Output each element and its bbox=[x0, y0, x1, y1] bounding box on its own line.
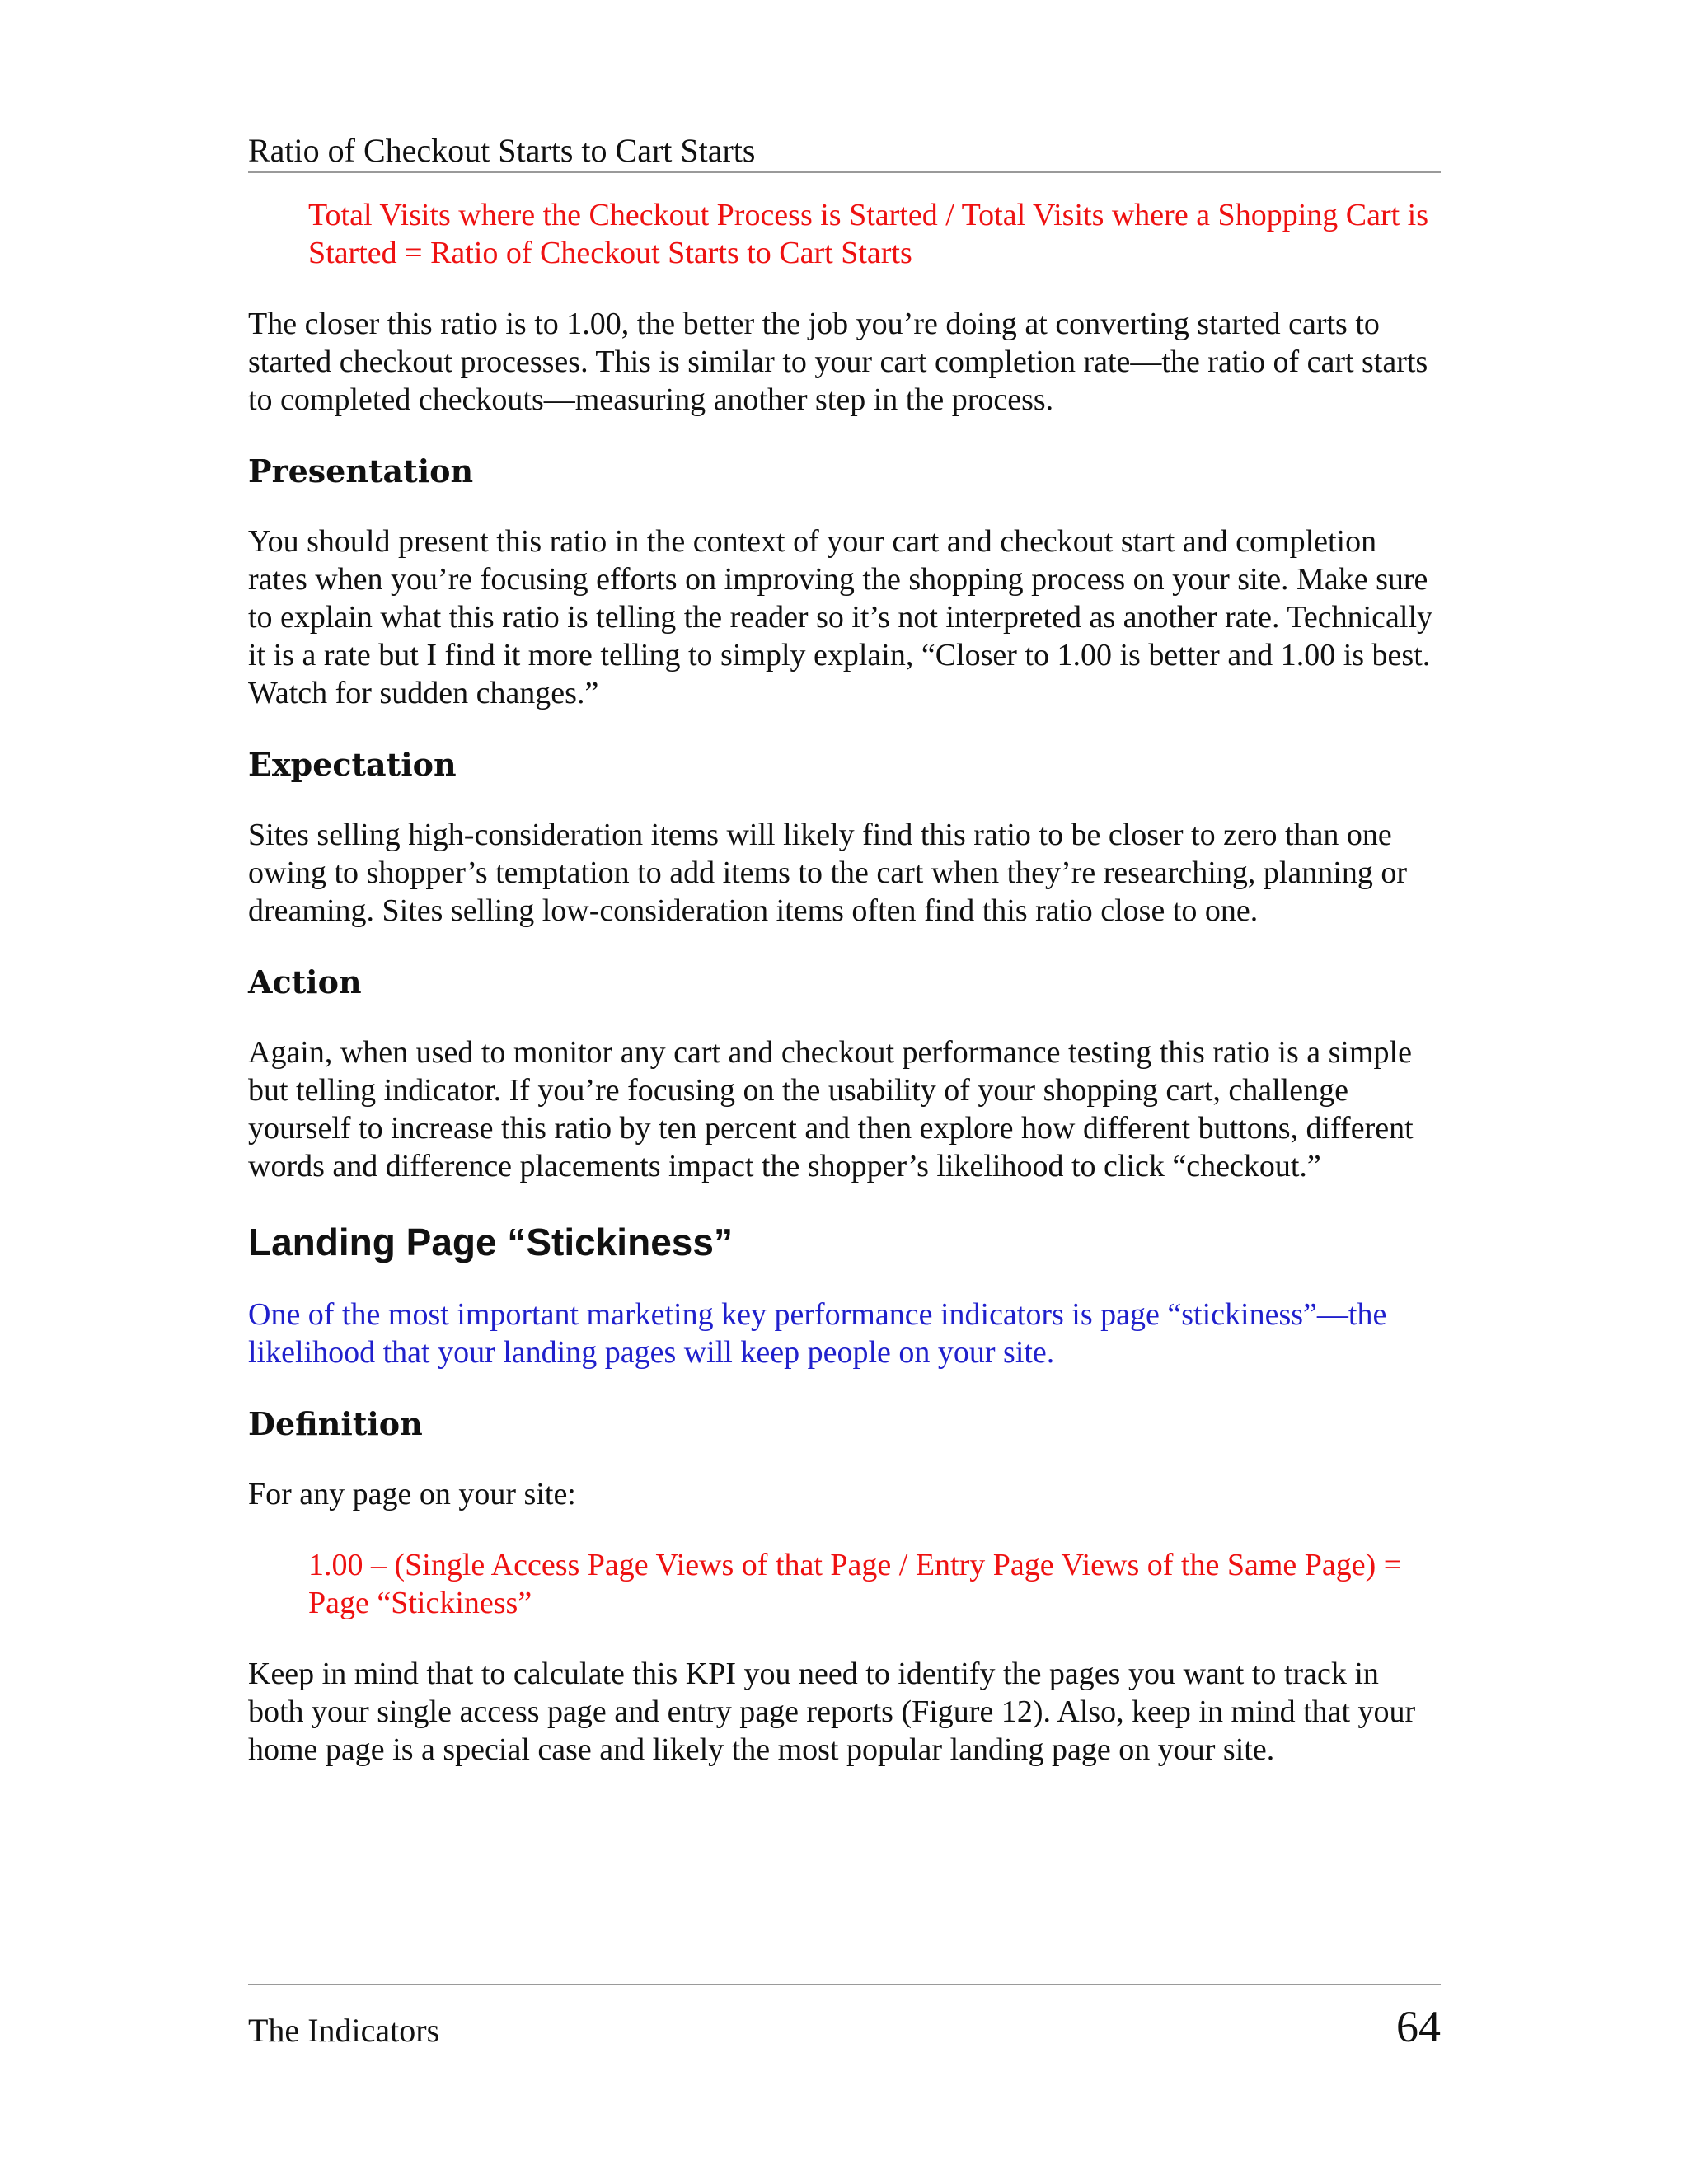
action-paragraph: Again, when used to monitor any cart and checkout performance testing this ratio is a simple but telling indicator. If you’re focusing on the usability of your shopping cart, challenge yourself to increase this ratio by ten percent and then explore how different buttons, different words and difference placements impact the shopper’s likelihood to click “checkout.” bbox=[248, 1035, 1414, 1183]
document-page bbox=[248, 0, 1441, 2184]
ratio-explanation-paragraph: The closer this ratio is to 1.00, the better the job you’re doing at converting started carts to started checkout processes. This is similar to your cart completion rate—the ratio of cart starts to completed checkouts—measuring another step in the process. bbox=[248, 307, 1428, 417]
page-number: 64 bbox=[1396, 2002, 1441, 2051]
definition-paragraph: For any page on your site: bbox=[248, 1477, 576, 1511]
action-heading: Action bbox=[248, 963, 362, 1001]
stickiness-formula: 1.00 – (Single Access Page Views of that Page / Entry Page Views of the Same Page) = Page “Stickiness” bbox=[308, 1548, 1402, 1620]
footer-label: The Indicators bbox=[248, 2012, 440, 2049]
checkout-ratio-formula: Total Visits where the Checkout Process is Started / Total Visits where a Shopping Cart is Started = Ratio of Checkout Starts to Cart Starts bbox=[308, 198, 1429, 270]
page-content bbox=[248, 196, 1441, 1802]
expectation-paragraph: Sites selling high-consideration items will likely find this ratio to be closer to zero than one owing to shopper’s temptation to add items to the cart when they’re researching, planning or dreaming. Sites selling low-consideration items often find this ratio close to one. bbox=[248, 818, 1407, 928]
presentation-paragraph: You should present this ratio in the context of your cart and checkout start and completion rates when you’re focusing efforts on improving the shopping process on your site. Make sure to explain what this ratio is telling the reader so it’s not interpreted as another rate. Technically it is a rate but I find it more telling to simply explain, “Closer to 1.00 is better and 1.00 is best. Watch for sudden changes.” bbox=[248, 524, 1433, 710]
section-title: Landing Page “Stickiness” bbox=[248, 1221, 733, 1263]
presentation-heading: Presentation bbox=[248, 452, 474, 490]
definition-heading: Definition bbox=[248, 1405, 423, 1442]
section-intro: One of the most important marketing key performance indicators is page “stickiness”—the likelihood that your landing pages will keep people on your site. bbox=[248, 1297, 1387, 1370]
closing-paragraph: Keep in mind that to calculate this KPI you need to identify the pages you want to track in both your single access page and entry page reports (Figure 12). Also, keep in mind that your home page is a special case and likely the most popular landing page on your site. bbox=[248, 1657, 1416, 1767]
expectation-heading: Expectation bbox=[248, 746, 457, 783]
running-footer bbox=[248, 1984, 1441, 2051]
running-header: Ratio of Checkout Starts to Cart Starts bbox=[248, 130, 1441, 173]
